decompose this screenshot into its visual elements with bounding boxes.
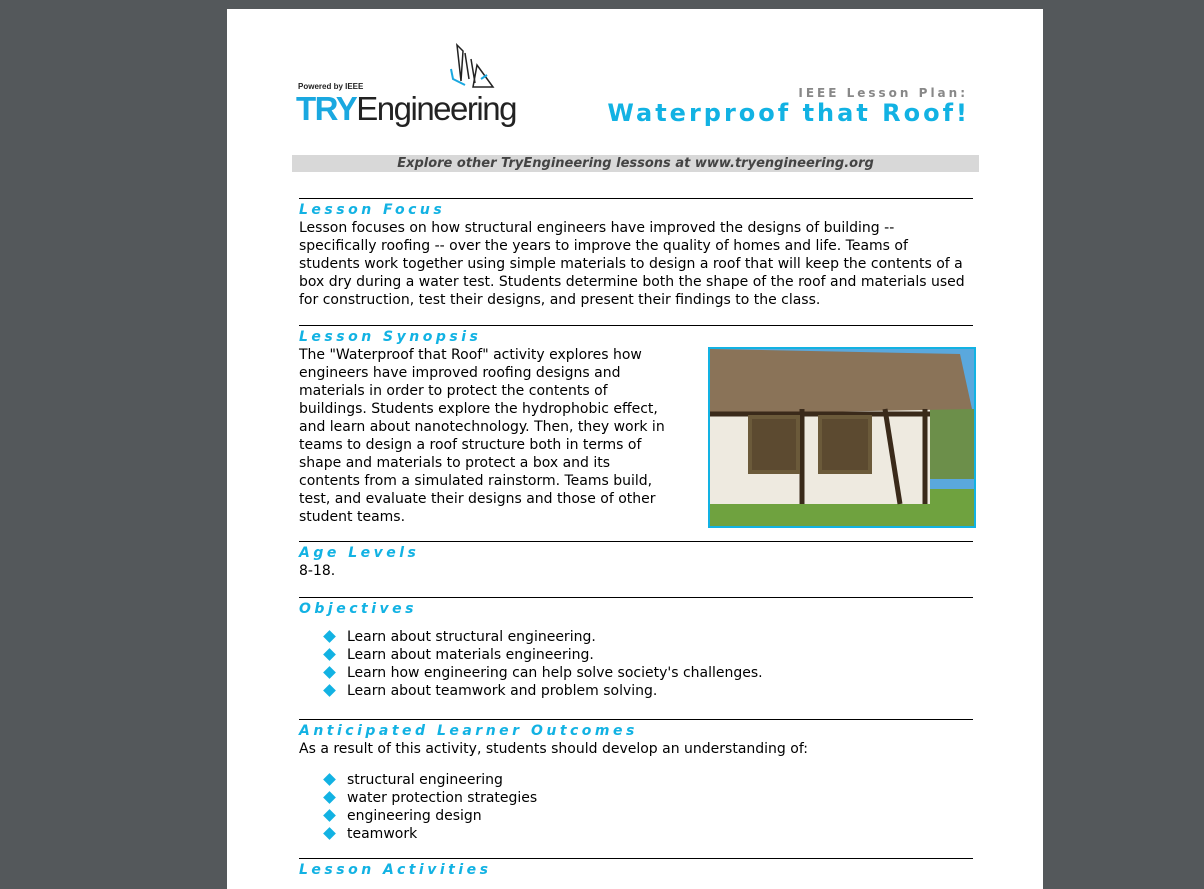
list-item: Learn about structural engineering.	[323, 628, 973, 646]
section-objectives	[299, 597, 973, 700]
section-intro: As a result of this activity, students should develop an understanding of:	[299, 741, 808, 757]
tryengineering-wordmark: TRYEngineering	[296, 90, 516, 127]
section-heading: Lesson Synopsis	[299, 329, 482, 345]
list-item: structural engineering	[323, 771, 973, 789]
thatched-roof-house-photo	[708, 347, 976, 528]
outcomes-list	[299, 771, 973, 843]
diamond-bullet-icon	[323, 773, 336, 786]
section-body: The "Waterproof that Roof" activity explores how engineers have improved roofing designs and materials in order to protect the contents of buildings. Students explore the hydrophobic effect, and learn about nanotechnology. Then, they work in teams to design a roof structure both in terms of shape and materials to protect a box and its contents from a simulated rainstorm. Teams build, test, and evaluate their designs and those of other student teams.	[299, 347, 665, 525]
logo	[287, 39, 516, 139]
section-heading: Objectives	[299, 601, 417, 617]
diamond-bullet-icon	[323, 827, 336, 840]
objectives-list	[299, 628, 973, 700]
section-lesson-focus	[299, 198, 973, 309]
section-lesson-synopsis	[299, 325, 973, 541]
section-heading: Lesson Activities	[299, 862, 492, 878]
diamond-bullet-icon	[323, 684, 336, 697]
section-heading: Age Levels	[299, 545, 420, 561]
section-heading: Lesson Focus	[299, 202, 446, 218]
page-title: Waterproof that Roof!	[607, 99, 970, 127]
diamond-bullet-icon	[323, 809, 336, 822]
list-item: Learn how engineering can help solve society's challenges.	[323, 664, 973, 682]
diamond-bullet-icon	[323, 666, 336, 679]
list-item: Learn about materials engineering.	[323, 646, 973, 664]
diamond-bullet-icon	[323, 791, 336, 804]
list-item: Learn about teamwork and problem solving.	[323, 682, 973, 700]
section-body: Lesson focuses on how structural engineers have improved the designs of building -- specifically roofing -- over the years to improve the quality of homes and life. Teams of students work together using simple materials to design a roof that will keep the contents of a box dry during a water test. Students determine both the shape of the roof and materials used for construction, test their designs, and present their findings to the class.	[299, 220, 965, 308]
document-page	[227, 9, 1043, 889]
section-learner-outcomes	[299, 719, 973, 843]
list-item: teamwork	[323, 825, 973, 843]
list-item: engineering design	[323, 807, 973, 825]
list-item: water protection strategies	[323, 789, 973, 807]
section-body: 8-18.	[299, 563, 336, 579]
section-lesson-activities	[299, 858, 973, 879]
powered-by-label: Powered by IEEE	[298, 82, 364, 91]
diamond-bullet-icon	[323, 648, 336, 661]
explore-banner: Explore other TryEngineering lessons at www.tryengineering.org	[292, 155, 979, 172]
diamond-bullet-icon	[323, 630, 336, 643]
section-age-levels	[299, 541, 973, 580]
lesson-plan-subtitle: IEEE Lesson Plan:	[798, 86, 968, 100]
section-heading: Anticipated Learner Outcomes	[299, 723, 638, 739]
butterfly-logo-icon	[447, 43, 507, 93]
